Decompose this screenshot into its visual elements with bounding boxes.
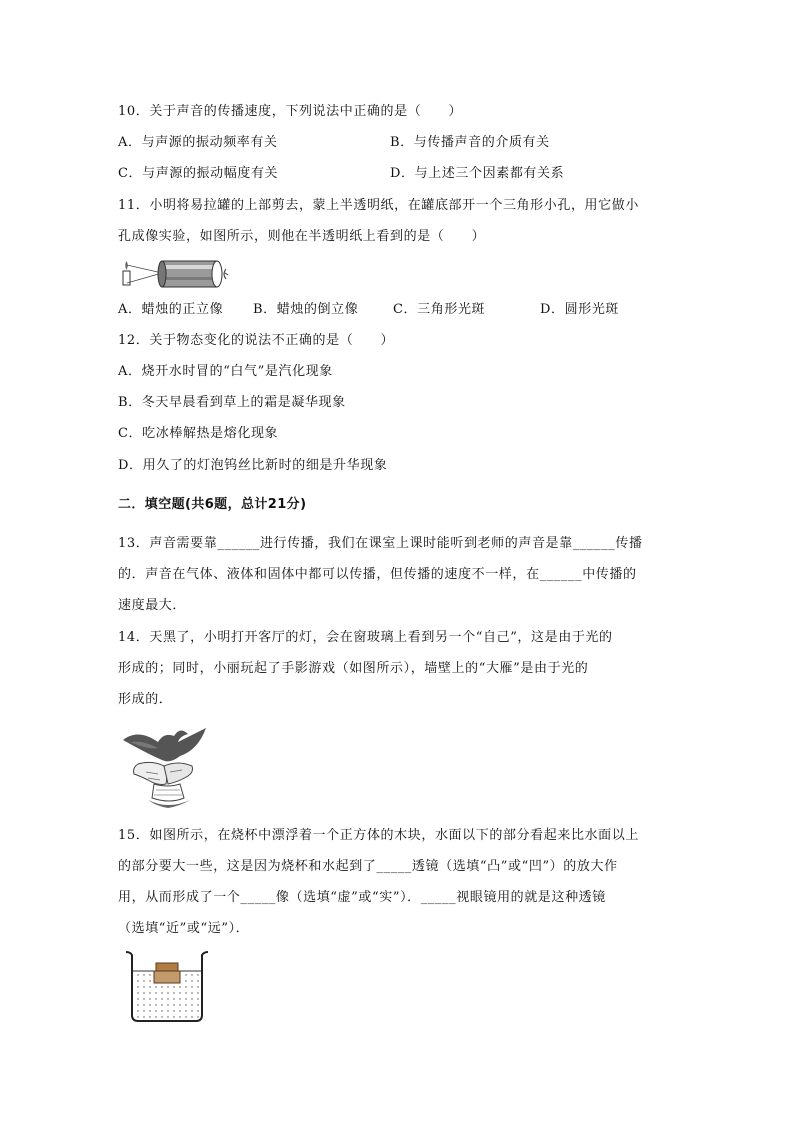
q12-option-a: A．烧开水时冒的“白气”是汽化现象 — [118, 364, 333, 379]
translucent-paper — [212, 261, 222, 287]
wood-block-below — [154, 971, 180, 983]
pinhole-camera-figure — [118, 257, 233, 291]
q11-option-d: D．圆形光斑 — [540, 302, 620, 317]
q11-stem-line1: 11．小明将易拉罐的上部剪去，蒙上半透明纸，在罐底部开一个三角形小孔，用它做小 — [118, 198, 639, 213]
left-hand-icon — [134, 762, 167, 784]
q12-option-c: C．吃冰棒解热是熔化现象 — [118, 426, 279, 441]
hand-shadow-goose-figure — [118, 720, 210, 812]
candle-icon — [123, 271, 130, 285]
q13-line1: 13．声音需要靠______进行传播，我们在课室上课时能听到老师的声音是靠______传播 — [118, 536, 643, 551]
q14-line1: 14．天黑了，小明打开客厅的灯，会在窗玻璃上看到另一个“自己”，这是由于光的 — [118, 630, 613, 645]
can-body — [162, 261, 217, 287]
q10-option-c: C．与声源的振动幅度有关 — [118, 166, 279, 181]
q15-line1: 15．如图所示，在烧杯中漂浮着一个正方体的木块，水面以下的部分看起来比水面以上 — [118, 828, 639, 843]
goose-shadow-icon — [123, 728, 206, 761]
q13-line2: 的．声音在气体、液体和固体中都可以传播，但传播的速度不一样，在______中传播的 — [118, 567, 637, 582]
section-heading: 二．填空题(共6题，总计21分) — [118, 497, 307, 512]
q11-option-b: B．蜡烛的倒立像 — [253, 302, 359, 317]
q11-option-a: A．蜡烛的正立像 — [118, 302, 224, 317]
wood-block-above — [156, 963, 178, 971]
q10-option-a: A．与声源的振动频率有关 — [118, 135, 278, 150]
q15-line3: 用，从而形成了一个_____像（选填“虚”或“实”）．_____视眼镜用的就是这种透镜 — [118, 890, 606, 905]
q10-stem: 10．关于声音的传播速度，下列说法中正确的是（ ） — [118, 104, 463, 119]
eye-icon — [224, 269, 228, 279]
q15-line2: 的部分要大一些，这是因为烧杯和水起到了_____透镜（选填“凸”或“凹”）的放大作 — [118, 859, 618, 874]
q11-stem-line2: 孔成像实验，如图所示，则他在半透明纸上看到的是（ ） — [118, 229, 486, 244]
q14-line3: 形成的． — [118, 692, 173, 707]
q12-stem: 12．关于物态变化的说法不正确的是（ ） — [118, 333, 395, 348]
q14-line2: 形成的；同时，小丽玩起了手影游戏（如图所示），墙壁上的“大雁”是由于光的 — [118, 661, 589, 676]
right-hand-icon — [164, 763, 193, 784]
q13-line3: 速度最大． — [118, 598, 187, 613]
beaker-with-wood-block-figure — [124, 949, 208, 1023]
q12-option-b: B．冬天早晨看到草上的霜是凝华现象 — [118, 395, 346, 410]
q11-option-c: C．三角形光斑 — [393, 302, 486, 317]
flame-icon — [125, 261, 128, 270]
q10-option-d: D．与上述三个因素都有关系 — [390, 166, 565, 181]
q10-option-b: B．与传播声音的介质有关 — [390, 135, 550, 150]
q15-line4: （选填“近”或“远”）． — [118, 921, 250, 936]
q12-option-d: D．用久了的灯泡钨丝比新时的细是升华现象 — [118, 458, 388, 473]
